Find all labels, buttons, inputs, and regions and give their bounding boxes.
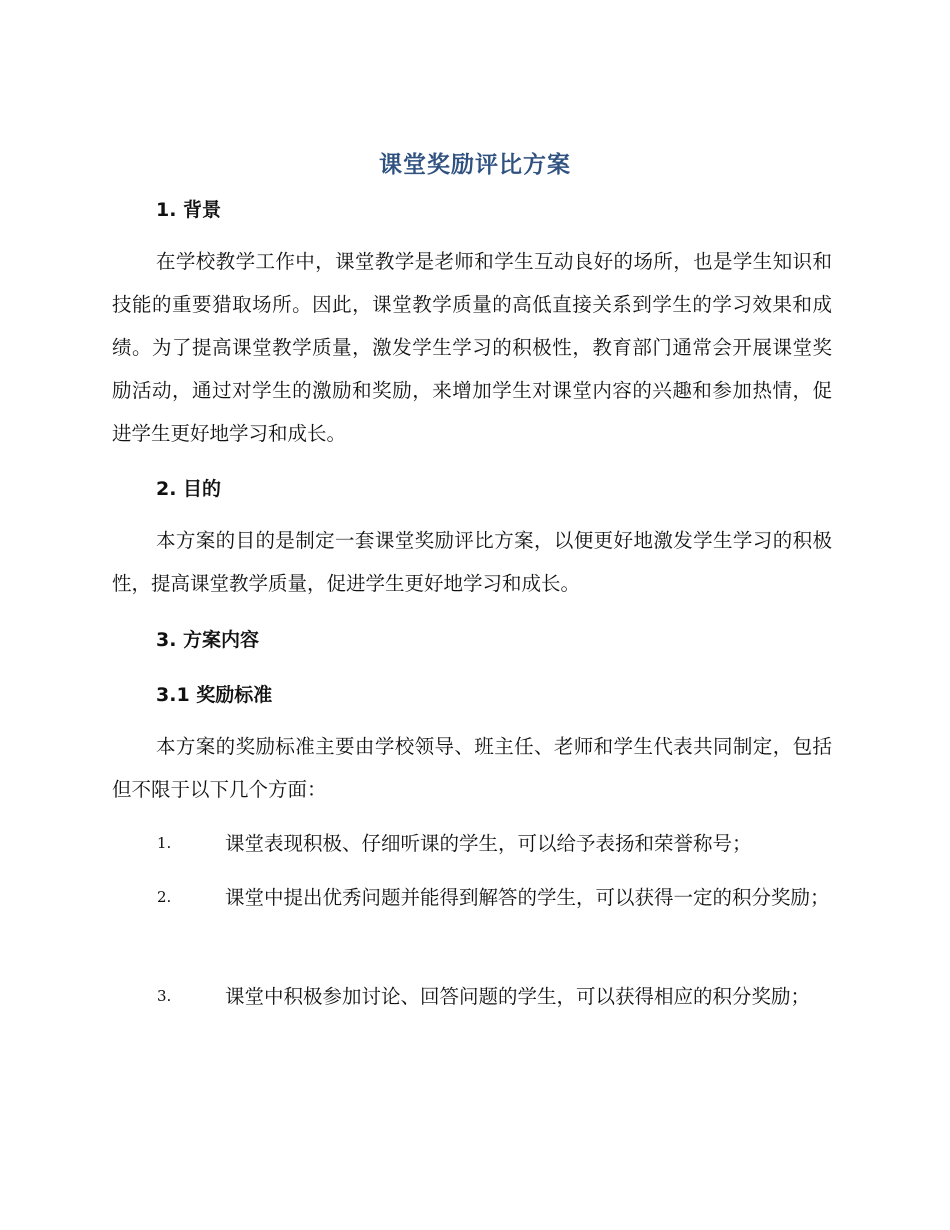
section-heading-content: 3. 方案内容 [156,629,260,651]
list-item [112,822,832,865]
section-heading-background: 1. 背景 [156,199,222,221]
reward-standard-paragraph: 本方案的奖励标准主要由学校领导、班主任、老师和学生代表共同制定，包括但不限于以下几个方面： [112,735,832,801]
list-item-text: 课堂中提出优秀问题并能得到解答的学生，可以获得一定的积分奖励； [225,886,830,909]
list-item-number: 2. [157,888,172,906]
list-item [112,876,832,919]
list-item-number: 3. [157,987,172,1005]
list-item-text: 课堂表现积极、仔细听课的学生，可以给予表扬和荣誉称号； [225,832,752,855]
section-heading-purpose: 2. 目的 [156,478,222,500]
document-title: 课堂奖励评比方案 [379,152,571,178]
list-item-number: 1. [157,834,172,852]
purpose-paragraph: 本方案的目的是制定一套课堂奖励评比方案，以便更好地激发学生学习的积极性，提高课堂教学质量，促进学生更好地学习和成长。 [112,529,832,595]
background-paragraph: 在学校教学工作中，课堂教学是老师和学生互动良好的场所，也是学生知识和技能的重要猎取场所。因此，课堂教学质量的高低直接关系到学生的学习效果和成绩。为了提高课堂教学质量，激发学生学习的积极性，教育部门通常会开展课堂奖励活动，通过对学生的激励和奖励，来增加学生对课堂内容的兴趣和参加热情，促进学生更好地学习和成长。 [112,250,832,445]
list-item-text: 课堂中积极参加讨论、回答问题的学生，可以获得相应的积分奖励； [225,985,811,1008]
sub-heading-reward-standard: 3.1 奖励标准 [156,684,273,706]
list-item [112,975,832,1018]
